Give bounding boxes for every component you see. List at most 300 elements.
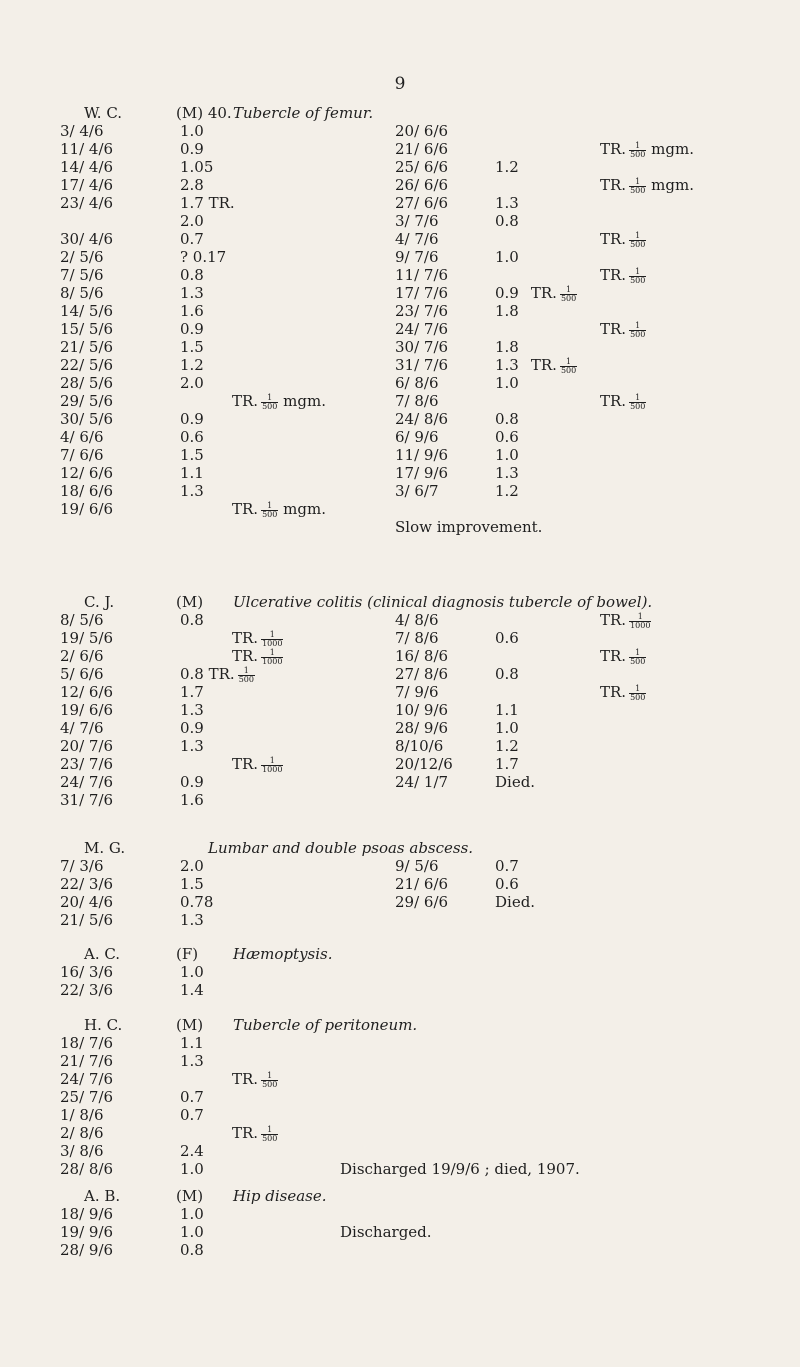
unit: mgm. <box>651 176 694 194</box>
left-value <box>180 356 204 374</box>
reading: 2.8 <box>180 176 204 194</box>
unit: mgm. <box>283 392 326 410</box>
left-value <box>180 665 255 684</box>
right-value <box>495 302 519 320</box>
case-diagnosis: Ulcerative colitis (clinical diagnosis tubercle of bowel). <box>233 593 653 611</box>
reading: 0.9 <box>180 320 204 338</box>
reading: 0.9 <box>180 140 204 158</box>
reading: 0.8 <box>180 266 204 284</box>
case-diagnosis: Hæmoptysis. <box>233 945 333 963</box>
left-value <box>180 248 226 266</box>
fraction-denominator: 1000 <box>262 656 283 666</box>
fraction-denominator: 500 <box>630 329 646 339</box>
fraction-numerator: 1 <box>560 286 577 295</box>
left-date: 4/ 6/6 <box>60 428 104 446</box>
left-date: 12/ 6/6 <box>60 464 114 482</box>
reading: 1.5 <box>180 446 204 464</box>
page-number: 9 <box>394 74 406 94</box>
case-initials: C. J. <box>84 593 115 611</box>
right-value <box>495 446 519 464</box>
fraction-denominator: 500 <box>238 674 254 684</box>
tr-label: TR. <box>600 320 627 338</box>
right-value <box>495 857 519 875</box>
left-date: 21/ 5/6 <box>60 338 114 356</box>
fraction-denominator: 1000 <box>262 638 283 648</box>
right-value <box>495 356 577 375</box>
right-date: 24/ 7/6 <box>395 320 449 338</box>
fraction-denominator: 500 <box>262 401 278 411</box>
tr-label: TR. <box>600 647 627 665</box>
reading: 0.9 <box>495 284 519 302</box>
reading: 1.5 <box>180 338 204 356</box>
left-value <box>180 194 235 212</box>
left-value <box>180 701 204 719</box>
right-value <box>495 410 519 428</box>
reading: 0.9 <box>180 773 204 791</box>
left-value <box>180 719 204 737</box>
reading: 1.7 <box>495 755 519 773</box>
left-value <box>180 446 204 464</box>
reading: 0.8 <box>180 611 204 629</box>
left-date: 8/ 5/6 <box>60 284 104 302</box>
reading: 2.4 <box>180 1142 204 1160</box>
fraction-numerator: 1 <box>629 685 646 694</box>
fraction <box>629 178 646 195</box>
tr-label: TR. <box>530 284 557 302</box>
fraction <box>261 1072 278 1089</box>
left-value <box>232 647 283 666</box>
reading: 1.7 <box>180 683 204 701</box>
left-value <box>232 500 326 519</box>
left-value <box>180 875 204 893</box>
right-value <box>495 212 519 230</box>
left-value <box>180 893 213 911</box>
fraction <box>261 502 278 519</box>
left-value <box>180 1034 204 1052</box>
fraction-denominator: 500 <box>560 365 577 375</box>
right-value <box>495 893 535 911</box>
reading: 0.7 <box>180 1088 204 1106</box>
left-value <box>180 374 204 392</box>
fraction-denominator: 500 <box>630 275 646 285</box>
fraction-denominator: 500 <box>630 239 646 249</box>
tr-label: TR. <box>232 755 259 773</box>
reading: 0.78 <box>180 893 214 911</box>
left-value <box>180 683 204 701</box>
tr-label: TR. <box>232 1070 259 1088</box>
left-date: 19/ 5/6 <box>60 629 114 647</box>
right-value <box>340 1160 580 1178</box>
reading: 1.0 <box>180 1205 204 1223</box>
right-value <box>600 647 646 666</box>
right-value <box>495 482 519 500</box>
fraction-numerator: 1 <box>261 649 283 658</box>
left-date: 19/ 6/6 <box>60 500 114 518</box>
fraction-denominator: 500 <box>630 149 646 159</box>
right-date: 7/ 9/6 <box>395 683 439 701</box>
right-value <box>340 1223 432 1241</box>
case-sex-age: (F) <box>176 945 199 963</box>
left-date: 22/ 5/6 <box>60 356 114 374</box>
reading: 1.0 <box>495 719 519 737</box>
fraction <box>261 631 283 648</box>
reading: 1.3 <box>180 482 204 500</box>
reading: 1.05 <box>180 158 214 176</box>
left-value <box>232 629 283 648</box>
right-value <box>495 428 519 446</box>
left-value <box>180 122 204 140</box>
right-date: 27/ 6/6 <box>395 194 449 212</box>
tr-label: TR. <box>600 230 627 248</box>
left-value <box>180 857 204 875</box>
left-value <box>180 482 204 500</box>
right-value <box>600 683 646 702</box>
left-date: 20/ 7/6 <box>60 737 114 755</box>
right-date: 7/ 8/6 <box>395 629 439 647</box>
case-sex-age: (M) <box>176 593 204 611</box>
left-date: 2/ 6/6 <box>60 647 104 665</box>
case-initials: H. C. <box>84 1016 123 1034</box>
fraction <box>261 649 283 666</box>
left-value <box>180 320 204 338</box>
right-date: 30/ 7/6 <box>395 338 449 356</box>
right-date: 21/ 6/6 <box>395 875 449 893</box>
reading: 1.0 <box>180 122 204 140</box>
left-value <box>180 284 204 302</box>
reading: 1.2 <box>495 158 519 176</box>
reading: 1.4 <box>180 981 204 999</box>
right-value <box>495 875 519 893</box>
fraction <box>261 1126 278 1143</box>
left-value <box>180 410 204 428</box>
right-date: 3/ 7/6 <box>395 212 439 230</box>
fraction <box>629 649 646 666</box>
tr-label: TR. <box>232 392 259 410</box>
left-date: 30/ 5/6 <box>60 410 114 428</box>
left-date: 5/ 6/6 <box>60 665 104 683</box>
reading: 0.8 TR. <box>180 665 235 683</box>
left-value <box>180 1223 204 1241</box>
left-date: 11/ 4/6 <box>60 140 114 158</box>
right-value <box>600 266 646 285</box>
left-value <box>180 1205 204 1223</box>
left-date: 3/ 4/6 <box>60 122 104 140</box>
reading: 1.7 TR. <box>180 194 235 212</box>
right-value <box>495 374 519 392</box>
reading: 1.8 <box>495 338 519 356</box>
right-date: 17/ 7/6 <box>395 284 449 302</box>
right-value <box>495 284 577 303</box>
left-date: 28/ 5/6 <box>60 374 114 392</box>
reading: 1.0 <box>495 446 519 464</box>
fraction-numerator: 1 <box>629 322 646 331</box>
left-date: 21/ 5/6 <box>60 911 114 929</box>
left-value <box>180 230 204 248</box>
left-date: 23/ 4/6 <box>60 194 114 212</box>
right-value <box>600 140 694 159</box>
tr-label: TR. <box>600 266 627 284</box>
reading: Discharged. <box>340 1223 432 1241</box>
reading: 0.6 <box>180 428 204 446</box>
right-date: 17/ 9/6 <box>395 464 449 482</box>
left-date: 19/ 6/6 <box>60 701 114 719</box>
left-date: 4/ 7/6 <box>60 719 104 737</box>
right-date: 28/ 9/6 <box>395 719 449 737</box>
reading: Died. <box>495 893 536 911</box>
left-value <box>180 1052 204 1070</box>
case-diagnosis: Tubercle of femur. <box>233 104 374 122</box>
fraction-denominator: 500 <box>262 1079 278 1089</box>
reading: 1.0 <box>180 1223 204 1241</box>
reading: 0.7 <box>495 857 519 875</box>
reading: 1.3 <box>180 737 204 755</box>
right-date: 6/ 8/6 <box>395 374 439 392</box>
case-initials: M. G. <box>84 839 126 857</box>
left-value <box>180 963 204 981</box>
case-initials: A. C. <box>84 945 121 963</box>
reading: 1.0 <box>495 374 519 392</box>
fraction-denominator: 500 <box>630 692 646 702</box>
reading: 2.0 <box>180 212 204 230</box>
left-date: 19/ 9/6 <box>60 1223 114 1241</box>
right-date: 25/ 6/6 <box>395 158 449 176</box>
fraction <box>629 613 651 630</box>
left-date: 20/ 4/6 <box>60 893 114 911</box>
reading: 1.8 <box>495 302 519 320</box>
right-date: 4/ 8/6 <box>395 611 439 629</box>
fraction <box>629 322 646 339</box>
tr-label: TR. <box>600 140 627 158</box>
tr-label: TR. <box>600 611 627 629</box>
unit: mgm. <box>283 500 326 518</box>
right-date: 7/ 8/6 <box>395 392 439 410</box>
reading: 1.5 <box>180 875 204 893</box>
left-value <box>232 755 283 774</box>
fraction <box>629 232 646 249</box>
left-value <box>180 1088 204 1106</box>
left-date: 22/ 3/6 <box>60 875 114 893</box>
left-value <box>180 611 204 629</box>
left-value <box>180 981 204 999</box>
right-value <box>495 719 519 737</box>
fraction-numerator: 1 <box>261 394 278 403</box>
right-value <box>495 158 519 176</box>
right-value <box>495 464 519 482</box>
case-initials: A. B. <box>84 1187 121 1205</box>
left-value <box>232 1070 278 1089</box>
reading: 1.1 <box>180 1034 204 1052</box>
case-diagnosis: Hip disease. <box>233 1187 327 1205</box>
left-value <box>232 392 326 411</box>
left-date: 22/ 3/6 <box>60 981 114 999</box>
reading: 1.0 <box>180 1160 204 1178</box>
reading: 1.3 <box>180 911 204 929</box>
right-value <box>600 230 646 249</box>
left-value <box>232 1124 278 1143</box>
left-date: 12/ 6/6 <box>60 683 114 701</box>
fraction-denominator: 1000 <box>630 620 651 630</box>
left-date: 2/ 8/6 <box>60 1124 104 1142</box>
right-value <box>600 611 651 630</box>
fraction <box>560 358 577 375</box>
left-value <box>180 791 204 809</box>
tr-label: TR. <box>600 176 627 194</box>
tr-label: TR. <box>232 629 259 647</box>
case-sex-age: (M) 40. <box>176 104 232 122</box>
tr-label: TR. <box>232 1124 259 1142</box>
right-value <box>495 755 519 773</box>
reading: Died. <box>495 773 536 791</box>
left-date: 14/ 4/6 <box>60 158 114 176</box>
right-value <box>495 629 519 647</box>
left-date: 18/ 7/6 <box>60 1034 114 1052</box>
reading: 1.0 <box>180 963 204 981</box>
left-date: 28/ 8/6 <box>60 1160 114 1178</box>
left-value <box>180 1106 204 1124</box>
reading: 1.3 <box>180 1052 204 1070</box>
left-date: 21/ 7/6 <box>60 1052 114 1070</box>
fraction <box>629 685 646 702</box>
left-value <box>180 176 204 194</box>
left-date: 7/ 6/6 <box>60 446 104 464</box>
fraction-numerator: 1 <box>560 358 577 367</box>
fraction-numerator: 1 <box>629 649 646 658</box>
unit: mgm. <box>651 140 694 158</box>
reading: 0.6 <box>495 629 519 647</box>
left-value <box>180 212 204 230</box>
left-date: 3/ 8/6 <box>60 1142 104 1160</box>
fraction-denominator: 500 <box>630 185 646 195</box>
fraction <box>629 268 646 285</box>
right-date: 26/ 6/6 <box>395 176 449 194</box>
fraction-numerator: 1 <box>261 1072 278 1081</box>
right-date: 31/ 7/6 <box>395 356 449 374</box>
left-date: 30/ 4/6 <box>60 230 114 248</box>
fraction-denominator: 500 <box>630 656 646 666</box>
left-date: 17/ 4/6 <box>60 176 114 194</box>
reading: 2.0 <box>180 374 204 392</box>
reading: 0.6 <box>495 428 519 446</box>
fraction-numerator: 1 <box>261 757 283 766</box>
right-date: 23/ 7/6 <box>395 302 449 320</box>
left-value <box>180 158 213 176</box>
fraction-numerator: 1 <box>629 142 646 151</box>
fraction <box>629 394 646 411</box>
fraction-denominator: 500 <box>560 293 577 303</box>
left-value <box>180 428 204 446</box>
case-diagnosis: Tubercle of peritoneum. <box>233 1016 418 1034</box>
tr-label: TR. <box>600 683 627 701</box>
fraction <box>238 667 255 684</box>
tr-label: TR. <box>530 356 557 374</box>
fraction-numerator: 1 <box>261 1126 278 1135</box>
reading: 0.6 <box>495 875 519 893</box>
case-sex-age: (M) <box>176 1016 204 1034</box>
reading: 1.6 <box>180 302 204 320</box>
reading: 1.1 <box>495 701 519 719</box>
right-date: 20/12/6 <box>395 755 453 773</box>
right-value <box>600 392 646 411</box>
right-date: 11/ 9/6 <box>395 446 449 464</box>
reading: 1.3 <box>495 464 519 482</box>
fraction <box>261 394 278 411</box>
right-date: 27/ 8/6 <box>395 665 449 683</box>
left-date: 15/ 5/6 <box>60 320 114 338</box>
left-date: 29/ 5/6 <box>60 392 114 410</box>
left-date: 31/ 7/6 <box>60 791 114 809</box>
left-date: 2/ 5/6 <box>60 248 104 266</box>
left-date: 18/ 9/6 <box>60 1205 114 1223</box>
fraction-denominator: 500 <box>630 401 646 411</box>
right-date: 29/ 6/6 <box>395 893 449 911</box>
left-value <box>180 1142 204 1160</box>
tr-label: TR. <box>600 392 627 410</box>
left-date: 25/ 7/6 <box>60 1088 114 1106</box>
left-date: 18/ 6/6 <box>60 482 114 500</box>
right-date: 3/ 6/7 <box>395 482 439 500</box>
left-date: 23/ 7/6 <box>60 755 114 773</box>
left-value <box>180 464 204 482</box>
right-value <box>495 248 519 266</box>
right-date: 4/ 7/6 <box>395 230 439 248</box>
fraction-numerator: 1 <box>629 178 646 187</box>
reading: 0.8 <box>180 1241 204 1259</box>
left-date: 24/ 7/6 <box>60 1070 114 1088</box>
reading: 1.6 <box>180 791 204 809</box>
left-date: 14/ 5/6 <box>60 302 114 320</box>
right-value <box>495 773 535 791</box>
fraction-denominator: 500 <box>262 1133 278 1143</box>
fraction-numerator: 1 <box>629 613 651 622</box>
reading: 2.0 <box>180 857 204 875</box>
left-value <box>180 266 204 284</box>
fraction-numerator: 1 <box>261 631 283 640</box>
left-date: 7/ 3/6 <box>60 857 104 875</box>
reading: 1.3 <box>180 284 204 302</box>
reading: 0.8 <box>495 410 519 428</box>
reading: 1.3 <box>180 701 204 719</box>
right-value <box>495 194 519 212</box>
right-date: 21/ 6/6 <box>395 140 449 158</box>
reading: 1.1 <box>180 464 204 482</box>
reading: 0.8 <box>495 665 519 683</box>
left-date: 28/ 9/6 <box>60 1241 114 1259</box>
case-diagnosis: Lumbar and double psoas abscess. <box>208 839 474 857</box>
left-date: 16/ 3/6 <box>60 963 114 981</box>
fraction-numerator: 1 <box>629 268 646 277</box>
case-initials: W. C. <box>84 104 123 122</box>
left-date: 8/ 5/6 <box>60 611 104 629</box>
right-date: 24/ 1/7 <box>395 773 449 791</box>
reading: 1.3 <box>495 356 519 374</box>
fraction-denominator: 1000 <box>262 764 283 774</box>
right-date: 10/ 9/6 <box>395 701 449 719</box>
reading: 0.7 <box>180 230 204 248</box>
right-value <box>600 320 646 339</box>
fraction-numerator: 1 <box>629 394 646 403</box>
right-date: 9/ 7/6 <box>395 248 439 266</box>
left-value <box>180 140 204 158</box>
tr-label: TR. <box>232 500 259 518</box>
right-date: 9/ 5/6 <box>395 857 439 875</box>
right-date: 24/ 8/6 <box>395 410 449 428</box>
right-value <box>600 176 694 195</box>
reading: 1.0 <box>495 248 519 266</box>
fraction-numerator: 1 <box>238 667 255 676</box>
right-value <box>495 701 519 719</box>
reading: 1.2 <box>180 356 204 374</box>
right-date: 6/ 9/6 <box>395 428 439 446</box>
